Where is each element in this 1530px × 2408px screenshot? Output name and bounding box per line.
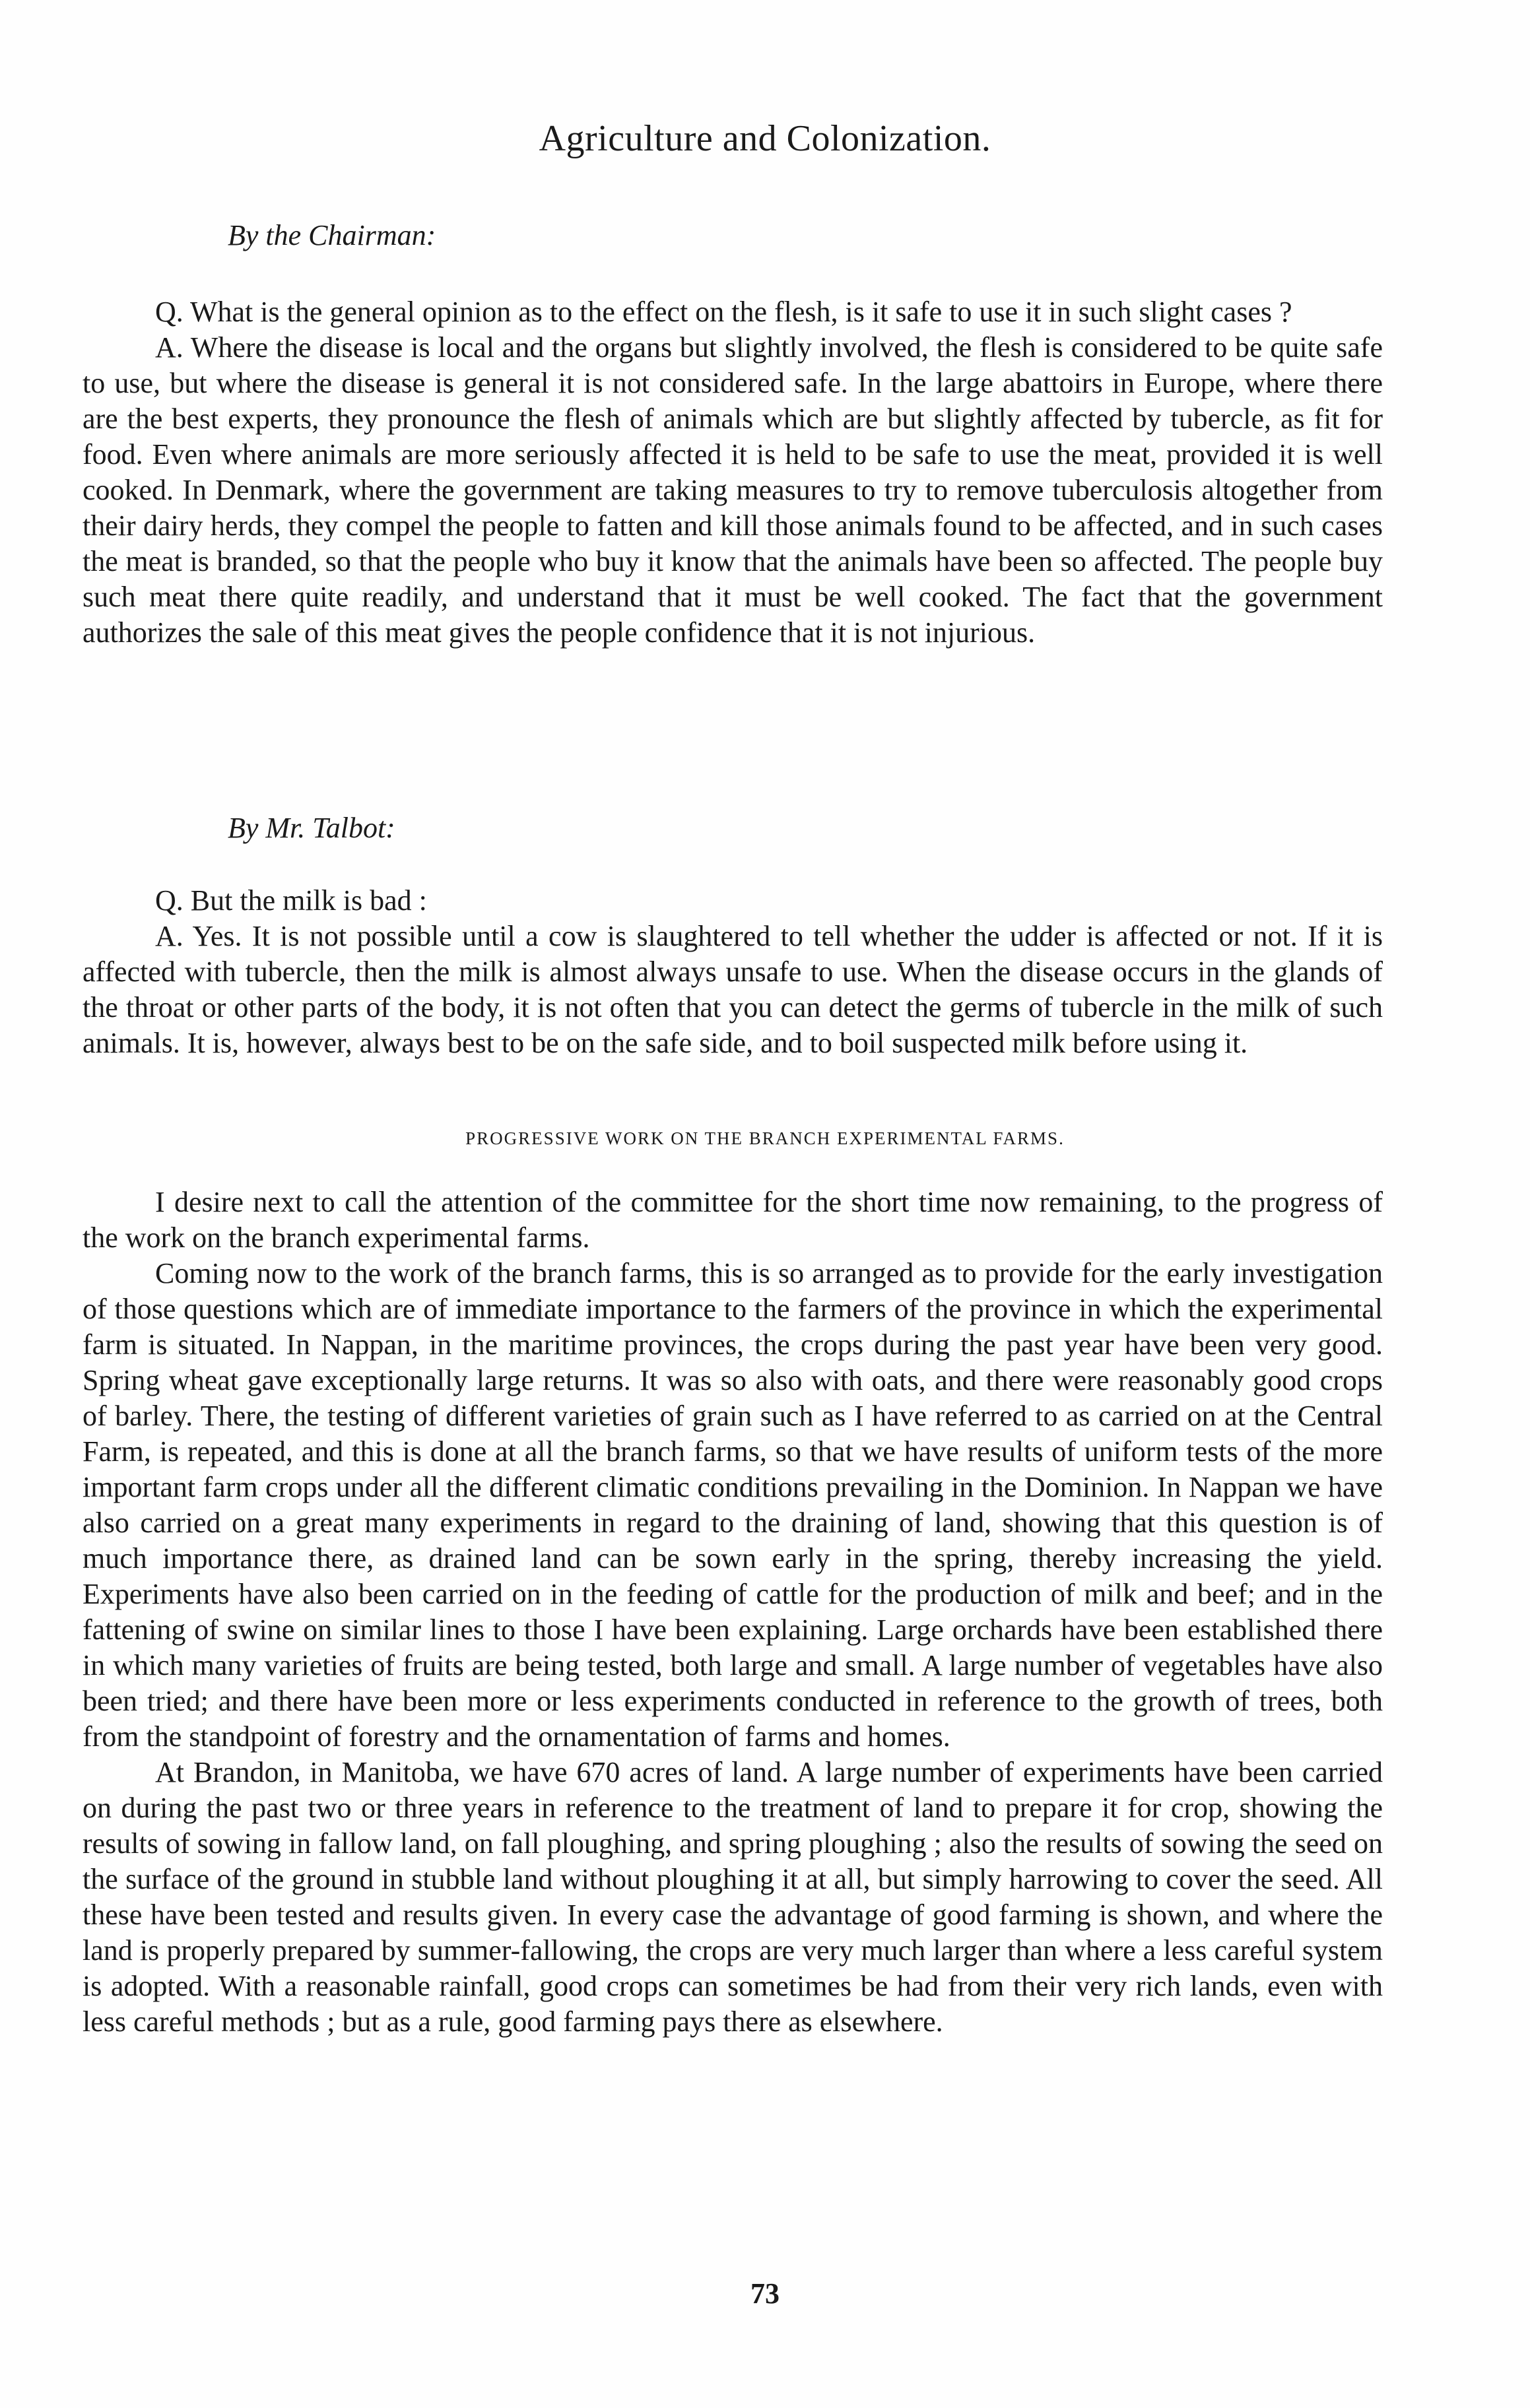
branch-farms-section xyxy=(83,1185,1383,2040)
speaker-talbot: By Mr. Talbot: xyxy=(228,812,395,844)
answer-paragraph: A. Yes. It is not possible until a cow is slaughtered to tell whether the udder is affected or not. If it is affected with tubercle, then the milk is almost always unsafe to use. When the disease occurs in the glands of the throat or other parts of the body, it is not often that you can detect the germs of tubercle in the milk of such animals. It is, however, always best to be on the safe side, and to boil suspected milk before using it. xyxy=(83,920,1383,1059)
page-number: 73 xyxy=(750,2277,780,2310)
chairman-exchange xyxy=(83,218,1383,651)
body-paragraph: At Brandon, in Manitoba, we have 670 acres of land. A large number of experiments have been carried on during the past two or three years in reference to the treatment of land to prepare it for crop, showing the results of sowing in fallow land, on fall ploughing, and spring ploughing ; also the results of sowing the seed on the surface of the ground in stubble land without ploughing it at all, but simply harrowing to cover the seed. All these have been tested and results given. In every case the advantage of good farming is shown, and where the land is properly prepared by summer-fallowing, the crops are very much larger than where a less careful system is adopted. With a reasonable rainfall, good crops can sometimes be had from their very rich lands, even with less careful methods ; but as a rule, good farming pays there as elsewhere. xyxy=(83,1756,1383,2038)
question-paragraph: Q. But the milk is bad : xyxy=(155,884,427,917)
talbot-exchange xyxy=(83,810,1383,1061)
section-heading: PROGRESSIVE WORK ON THE BRANCH EXPERIMENTAL FARMS. xyxy=(465,1128,1065,1148)
body-paragraph: I desire next to call the attention of the committee for the short time now remaining, to the progress of the work on the branch experimental farms. xyxy=(83,1186,1383,1254)
speaker-chairman: By the Chairman: xyxy=(228,219,436,251)
question-paragraph: Q. What is the general opinion as to the effect on the flesh, is it safe to use it in such slight cases ? xyxy=(155,296,1292,328)
body-paragraph: Coming now to the work of the branch farms, this is so arranged as to provide for the early investigation of those questions which are of immediate importance to the farmers of the province in which the experimental farm is situated. In Nappan, in the maritime provinces, the crops during the past year have been very good. Spring wheat gave exceptionally large returns. It was so also with oats, and there were reasonably good crops of barley. There, the testing of different varieties of grain such as I have referred to as carried on at the Central Farm, is repeated, and this is done at all the branch farms, so that we have results of uniform tests of the more important farm crops under all the different climatic conditions prevailing in the Dominion. In Nappan we have also carried on a great many experiments in regard to the draining of land, showing that this question is of much importance there, as drained land can be sown early in the spring, thereby increasing the yield. Experiments have also been carried on in the feeding of cattle for the production of milk and beef; and in the fattening of swine on similar lines to those I have been explaining. Large orchards have been established there in which many varieties of fruits are being tested, both large and small. A large number of vegetables have also been tried; and there have been more or less experiments conducted in reference to the growth of trees, both from the standpoint of forestry and the ornamentation of farms and homes. xyxy=(83,1257,1383,1753)
answer-paragraph: A. Where the disease is local and the organs but slightly involved, the flesh is considered to be quite safe to use, but where the disease is general it is not considered safe. In the large abattoirs in Europe, where there are the best experts, they pronounce the flesh of animals which are but slightly affected by tubercle, as fit for food. Even where animals are more seriously affected it is held to be safe to use the meat, provided it is well cooked. In Denmark, where the government are taking measures to try to remove tuberculosis altogether from their dairy herds, they compel the people to fatten and kill those animals found to be affected, and in such cases the meat is branded, so that the people who buy it know that the animals have been so affected. The people buy such meat there quite readily, and understand that it must be well cooked. The fact that the government authorizes the sale of this meat gives the people confidence that it is not injurious. xyxy=(83,331,1383,649)
page-title: Agriculture and Colonization. xyxy=(539,118,991,159)
